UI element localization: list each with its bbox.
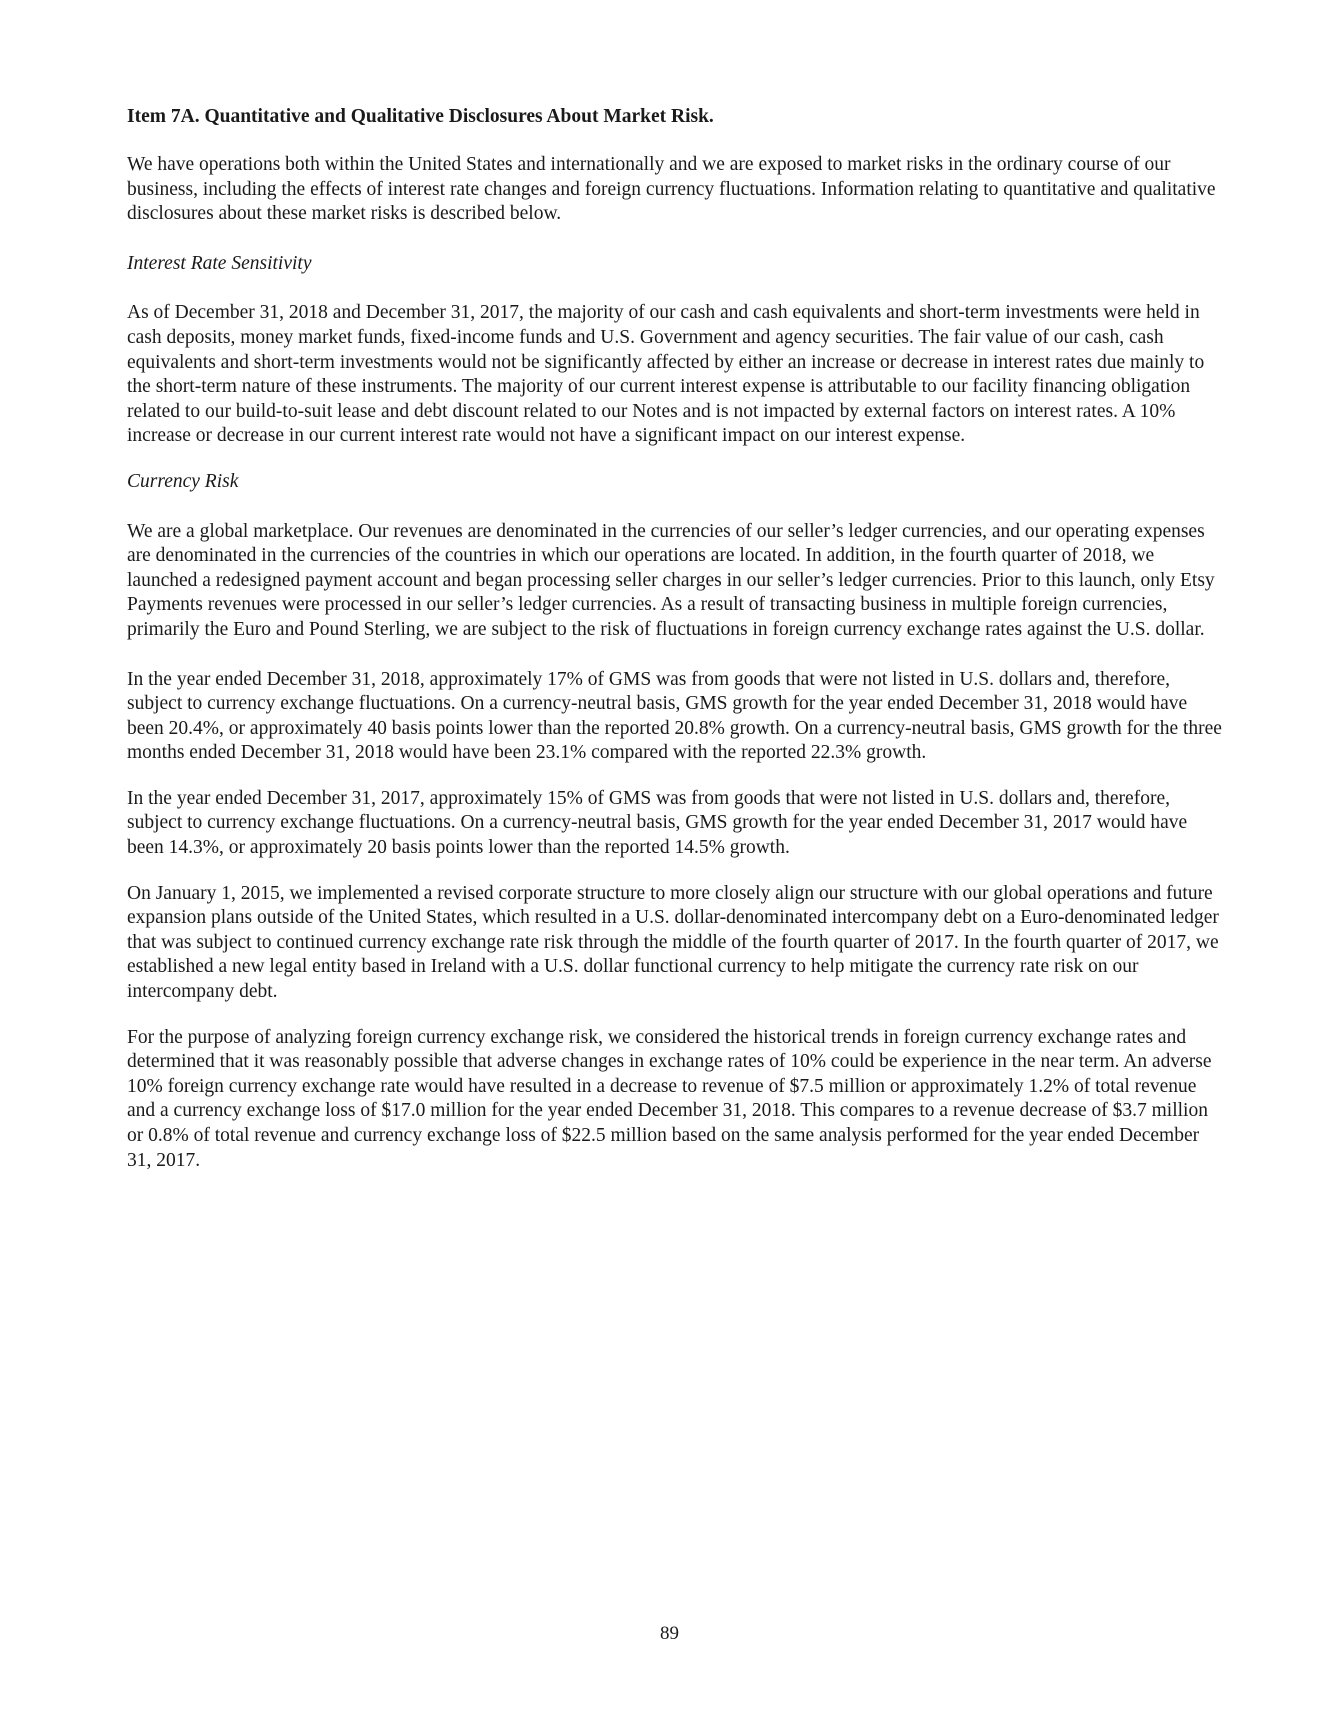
currency-risk-paragraph-2: In the year ended December 31, 2018, approximately 17% of GMS was from goods that were not listed in U.S. dollars and, therefore, subject to currency exchange fluctuations. On a currency-neutral basis, GMS growth for the year ended December 31, 2018 would have been 20.4%, or approximately 40 basis points lower than the reported 20.8% growth. On a currency-neutral basis, GMS growth for the three months ended December 31, 2018 would have been 23.1% compared with the reported 22.3% growth. xyxy=(127,668,1222,764)
currency-risk-paragraph-3: In the year ended December 31, 2017, approximately 15% of GMS was from goods that were not listed in U.S. dollars and, therefore, subject to currency exchange fluctuations. On a currency-neutral basis, GMS growth for the year ended December 31, 2017 would have been 14.3%, or approximately 20 basis points lower than the reported 14.5% growth. xyxy=(127,787,1188,859)
interest-rate-paragraph: As of December 31, 2018 and December 31, 2017, the majority of our cash and cash equivalents and short-term investments were held in cash deposits, money market funds, fixed-income funds and U.S. Government and agency securities. The fair value of our cash, cash equivalents and short-term investments would not be significantly affected by either an increase or decrease in interest rates due mainly to the short-term nature of these instruments. The majority of our current interest expense is attributable to our facility financing obligation related to our build-to-suit lease and debt discount related to our Notes and is not impacted by external factors on interest rates. A 10% increase or decrease in our current interest rate would not have a significant impact on our interest expense. xyxy=(127,302,1205,447)
page-number: 89 xyxy=(660,1623,679,1644)
currency-risk-paragraph-4: On January 1, 2015, we implemented a revised corporate structure to more closely align our structure with our global operations and future expansion plans outside of the United States, which resulted in a U.S. dollar-denominated intercompany debt on a Euro-denominated ledger that was subject to continued currency exchange rate risk through the middle of the fourth quarter of 2017. In the fourth quarter of 2017, we established a new legal entity based in Ireland with a U.S. dollar functional currency to help mitigate the currency rate risk on our intercompany debt. xyxy=(127,882,1219,1003)
currency-risk-paragraph-5: For the purpose of analyzing foreign currency exchange risk, we considered the historical trends in foreign currency exchange rates and determined that it was reasonably possible that adverse changes in exchange rates of 10% could be experience in the near term. An adverse 10% foreign currency exchange rate would have resulted in a decrease to revenue of $7.5 million or approximately 1.2% of total revenue and a currency exchange loss of $17.0 million for the year ended December 31, 2018. This compares to a revenue decrease of $3.7 million or 0.8% of total revenue and currency exchange loss of $22.5 million based on the same analysis performed for the year ended December 31, 2017. xyxy=(127,1026,1212,1171)
interest-rate-subheading: Interest Rate Sensitivity xyxy=(127,252,312,274)
section-heading: Item 7A. Quantitative and Qualitative Disclosures About Market Risk. xyxy=(127,106,714,127)
document-page xyxy=(127,104,1227,1198)
intro-paragraph: We have operations both within the United States and internationally and we are exposed to market risks in the ordinary course of our business, including the effects of interest rate changes and foreign currency fluctuations. Information relating to quantitative and qualitative disclosures about these market risks is described below. xyxy=(127,154,1216,225)
currency-risk-paragraph-1: We are a global marketplace. Our revenues are denominated in the currencies of our seller’s ledger currencies, and our operating expenses are denominated in the currencies of the countries in which our operations are located. In addition, in the fourth quarter of 2018, we launched a redesigned payment account and began processing seller charges in our seller’s ledger currencies. Prior to this launch, only Etsy Payments revenues were processed in our seller’s ledger currencies. As a result of transacting business in multiple foreign currencies, primarily the Euro and Pound Sterling, we are subject to the risk of fluctuations in foreign currency exchange rates against the U.S. dollar. xyxy=(127,520,1215,640)
currency-risk-subheading: Currency Risk xyxy=(127,470,239,492)
